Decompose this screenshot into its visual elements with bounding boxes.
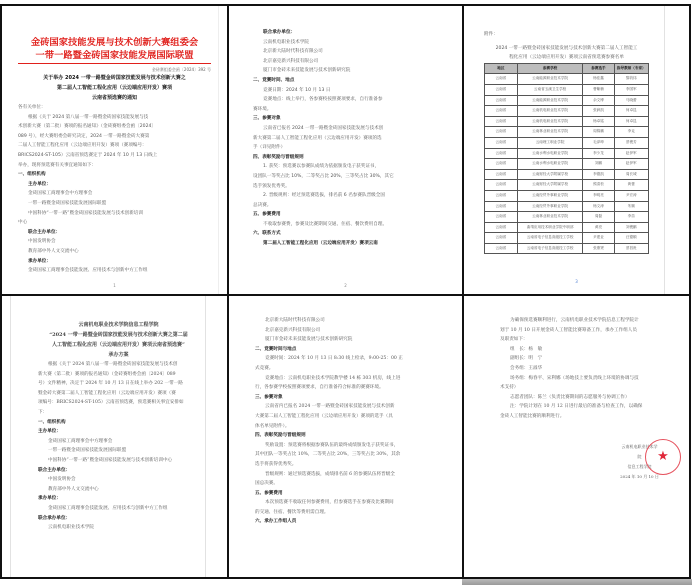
table-cell: 余文博 (583, 95, 614, 106)
page-number: 1 (113, 283, 116, 288)
table-cell: 云南省 (485, 190, 518, 201)
participant-table (484, 63, 649, 255)
award-line: 1. 获奖：预选赛以参赛队成绩为依据颁发电子获奖证书， (263, 164, 380, 170)
intro-line: 划于 10 月 10 日开展金砖人工智能比赛筹备工作，承办工作组人员 (500, 327, 637, 333)
table-cell: 李克 (614, 127, 648, 138)
organizer-label: 主办单位： (28, 181, 51, 187)
plan-title-4: 承办方案 (108, 352, 129, 358)
staff-line: 会务组：王溢华 (510, 365, 543, 371)
signature-date: 2024 年 10 月 10 日 (620, 473, 659, 479)
award-line: 奖励设置：预选赛将根据参赛队伍的最终成绩颁发电子获奖证书， (265, 442, 399, 448)
organizer: 一带一路暨金砖国家技能发展国际联盟 (48, 448, 127, 454)
time-line: 竞赛时间：2024 年 10 月 13 日 8:30 线上检录，9:00-25：00 正 (265, 356, 403, 362)
table-cell: 李国军 (614, 84, 648, 95)
table-cell: 汪德顺 (614, 233, 648, 244)
page-number: 2 (344, 283, 347, 288)
table-cell: 云南财经大学附属学校 (517, 169, 583, 180)
co-organizer-label: 联合主办单位： (38, 467, 71, 473)
co-host: 厦门市金砖未来技能发展与技术创新研究院 (263, 68, 351, 74)
col-header: 地区 (485, 63, 518, 74)
table-row (485, 180, 649, 191)
notice-title-3: 云南省预选赛的通知 (91, 95, 137, 101)
intro-line: 为确保预选赛顺利进行，云南机电职业技术学院信息工程学院计 (510, 318, 639, 323)
table-row (485, 127, 649, 138)
contest-date: 竞赛日期：2024 年 10 月 13 日 (263, 87, 331, 93)
table-cell: 李少龙 (583, 148, 614, 159)
table-cell: 熊清松 (583, 180, 614, 191)
host-label: 承办单位： (28, 258, 51, 264)
table-cell: 云南省电子信息高级技工学校 (517, 233, 583, 244)
award-line: 设团队一等奖占比 10%，二等奖占比 20%，三等奖占比 30%，其它 (253, 173, 394, 179)
table-cell: 黄亮 (583, 222, 614, 233)
target-line: 手（详见附件） (253, 145, 286, 151)
table-cell: 云南林业职业技术学院 (517, 127, 583, 138)
table-cell: 赵伊军 (614, 159, 648, 170)
signature-dept: 信息工程学院 (627, 463, 652, 469)
co-host: 云南机电职业技术学院 (263, 39, 309, 45)
table-row (485, 233, 649, 244)
table-cell: 云南财经大学附属学校 (517, 180, 583, 191)
table-cell: 尹宏涛 (614, 190, 648, 201)
award-line: 2. 晋级规则：经过预选赛选拔，排名前 6 名参赛队晋级全国 (263, 193, 385, 199)
table-title-2: 程化应用（云边端应用开发）赛项云南省预选赛参赛名单 (509, 55, 624, 61)
plan-title-3: 人工智能工程化应用（云边端应用开发）赛项云南省预选赛” (52, 342, 185, 348)
table-cell: 李苗 (614, 212, 648, 223)
table-cell: 蔡俊芳 (614, 137, 648, 148)
target-line: 云南省已报名 2024 一带一路暨金砖国家技能发展与技术创 (263, 125, 384, 131)
plan-title-2: “2024 一带一路暨金砖国家技能发展与技术创新大赛之第二届 (49, 332, 188, 338)
table-cell: 云南能源职业技术学院 (517, 74, 583, 85)
page-2-notice[interactable] (229, 6, 464, 296)
table-row (485, 190, 649, 201)
fee-line: 不收取参赛费，参赛及比赛期间交通、住宿、餐饮费用自理。 (263, 221, 388, 227)
table-cell: 云南省 (485, 84, 518, 95)
section-heading: 二、竞赛时间与地点 (255, 346, 297, 352)
page-5-plan[interactable] (229, 296, 464, 577)
table-body (485, 74, 649, 254)
award-line: 选手将获得优秀奖。 (255, 461, 297, 467)
table-cell: 云南能源职业技术学院 (517, 95, 583, 106)
table-row (485, 74, 649, 85)
table-cell: 云南省 (485, 180, 518, 191)
host-label: 承办单位： (38, 496, 61, 502)
body-line: 089 号），经大赛组委会研究决定，2024 一带一路暨金砖大赛第 (18, 133, 150, 139)
co-host-label: 联合承办单位： (38, 515, 71, 521)
fee-line: 的交通、住宿、餐饮等费用需自理。 (255, 509, 329, 515)
table-cell: 李德凯 (583, 169, 614, 180)
table-cell: 李明亮 (583, 190, 614, 201)
table-cell: 云南省 (485, 137, 518, 148)
table-row (485, 84, 649, 95)
table-cell: 云南水利水电职业学院 (517, 148, 583, 159)
table-cell: 周磊 (583, 212, 614, 223)
red-divider (18, 63, 211, 64)
co-host-label: 联合承办单位： (263, 30, 296, 35)
table-cell: 马晓蕾 (614, 95, 648, 106)
notice-title-1: 关于举办 2024 一带一路暨金砖国家技能发展与技术创新大赛之 (43, 75, 186, 81)
staff-line: 术支持） (500, 385, 519, 391)
intro-line: 及职责如下： (500, 337, 528, 343)
table-cell: 张润凯 (583, 106, 614, 117)
table-cell: 云南省 (485, 243, 518, 254)
page-6-plan[interactable] (464, 296, 689, 577)
attachment-label: 附件： (484, 32, 498, 37)
target-line: 云南省内已报名 2024 一带一路暨金砖国家技能发展与技术创新 (265, 404, 395, 410)
table-cell: 云南省 (485, 212, 518, 223)
body-line: 号）文件精神，决定于 2024 年 10 月 13 日在线上举办 202 一带一路 (38, 381, 183, 387)
award-line: 其中团队一等奖占比 10%，二等奖占比 20%，三等奖占比 30%，其余 (255, 452, 401, 458)
table-cell: 云南省 (485, 95, 518, 106)
table-cell: 云南水利水电职业学院 (517, 159, 583, 170)
signature-block (500, 430, 669, 490)
target-line: 大赛第二届人工智能工程化应用（云边端应用开发）赛项的选手（具 (255, 413, 393, 419)
table-title-1: 2024 一带一路暨金砖国家技能发展与技术创新大赛第二届人工智能工 (495, 45, 638, 51)
organizer-label: 主办单位： (38, 429, 61, 435)
table-cell: 云南省 (485, 148, 518, 159)
signature-org: 云南机电职业技术学院 (621, 443, 658, 459)
staff-line: 金砖人工智能比赛的顺利进行。 (500, 413, 565, 419)
table-row (485, 212, 649, 223)
table-cell: 云南机电职业技术学院 (517, 106, 583, 117)
organizer: 金砖国家工商理事会中方理事会 (48, 438, 113, 444)
table-cell: 云南机电职业技术学院 (517, 116, 583, 127)
contest-place: 赛环境。 (253, 106, 272, 112)
organizer: 一带一路暨金砖国家技能发展国际联盟 (28, 200, 107, 206)
col-header: 指导教师（专家） (614, 63, 648, 74)
table-cell: 朱顺 (614, 201, 648, 212)
table-cell: 何卓昆 (614, 106, 648, 117)
page-number: 3 (575, 279, 578, 284)
staff-line: 组 长：杨 敏 (510, 346, 543, 352)
section-heading: 一、组织机构 (18, 172, 46, 178)
body-line: 举办，现将预选赛有关事宜通知如下： (18, 162, 97, 168)
table-cell: 何卓昆 (614, 116, 648, 127)
co-organizer: 中国发明协会 (48, 477, 76, 483)
table-cell: 杨卓铭 (583, 116, 614, 127)
table-cell: 周长城 (614, 169, 648, 180)
host: 金砖国家工商理事会技能发展、应用技术与创新中方工作组 (28, 268, 148, 274)
table-cell: 云南省玉溪卫生学校 (517, 84, 583, 95)
co-host: 厦门市金砖未来技能发展与技术创新研究院 (265, 337, 353, 343)
page-3-attachment[interactable] (464, 6, 689, 296)
section-heading: 六、承办工作组人员 (255, 519, 297, 525)
contest-place: 竞赛地点：线上举行，各参赛校按照赛项要求，自行准备参 (263, 97, 383, 103)
table-cell: 云南林业职业技术学院 (517, 212, 583, 223)
table-cell: 曹紫楠 (583, 84, 614, 95)
table-row (485, 222, 649, 233)
body-line: 项编号：BRICS2024-ST-105）云南省预选赛，预选赛相关事宜安排如 (38, 400, 184, 406)
staff-line: 注：学院计划在 10 月 12 日进行最后的准备与检查工作，以确保 (510, 404, 643, 410)
table-cell: 蔡昌贵 (614, 243, 648, 254)
section-heading: 五、参赛费用 (253, 212, 281, 218)
table-cell: 云南经贸外事职业学院 (517, 190, 583, 201)
section-heading: 六、联系方式 (253, 231, 281, 237)
target-line: 新大赛第二届人工智能工程化应用（云边端应用开发）赛项的选 (253, 135, 382, 141)
organizer: 中国科协“一带一路”暨金砖国家技能发展与技术创新培训中心 (48, 457, 173, 463)
staff-line: 场务组：梅春平、宋利娜（场地技上要负责线上环境的协调与技 (510, 375, 639, 381)
document-number: 金砖赛组委会函〔2024〕392 号 (151, 67, 211, 72)
time-line: 式竞赛。 (255, 365, 274, 371)
fee-line: 本次预选赛不收取任何参赛费用，但参赛选手在参赛及比赛期间 (265, 500, 394, 506)
table-cell: 刘俊鹏 (614, 222, 648, 233)
organizer: 中心 (18, 220, 28, 226)
award-line: 晋级规则：通过预选赛选拔，成绩排名前 6 的参赛队伍将晋级全 (265, 471, 395, 477)
table-cell: 杨佳鑫 (583, 74, 614, 85)
table-cell: 张康贤 (583, 243, 614, 254)
table-cell: 云南省 (485, 106, 518, 117)
body-line: 新大赛（第二批）赛项的报名通知》（金砖赛组委会函〔2024〕089 (38, 371, 176, 377)
section-heading: 一、组织机构 (38, 419, 66, 425)
co-organizer-label: 联合主办单位： (28, 229, 61, 235)
table-row (485, 148, 649, 159)
contact-title: 第二届人工智能工程化应用（云边端应用开发）赛项云南 (263, 241, 378, 247)
table-cell: 曲靖应用技术职业学院中职部 (517, 222, 583, 233)
issuer-header-2: 一带一路暨金砖国家技能发展国际联盟 (35, 50, 194, 61)
table-cell: 云南省电子信息高级技工学校 (517, 243, 583, 254)
body-line: 根据《关于 2024 第八届一带一路暨金砖国家技能发展与技 (28, 114, 149, 120)
co-host: 北京新大陆时代科技有限公司 (263, 49, 323, 55)
host: 金砖国家工商理事会技能发展、应用技术与创新中方工作组 (48, 505, 168, 511)
section-heading: 三、参赛对象 (255, 394, 283, 400)
official-stamp-icon: ★ (645, 439, 681, 475)
table-cell: 杨文涛 (583, 201, 614, 212)
table-cell: 刘鹏 (583, 159, 614, 170)
table-cell: 云南省 (485, 233, 518, 244)
section-heading: 二、竞赛时间、地点 (253, 77, 295, 83)
co-host: 北京新大陆时代科技有限公司 (265, 318, 325, 323)
notice-title-2: 第二届人工智能工程化应用（云边端应用开发）赛项 (56, 85, 172, 91)
table-cell: 云南省 (485, 159, 518, 170)
section-heading: 五、参赛费用 (255, 490, 283, 496)
table-row (485, 95, 649, 106)
document-page-grid (0, 4, 691, 579)
award-line: 总决赛。 (253, 202, 272, 208)
co-host: 北京嘉克新兴科技有限公司 (265, 327, 321, 333)
table-cell: 云南省 (485, 74, 518, 85)
table-cell: 尹建业 (583, 233, 614, 244)
section-heading: 四、表彰奖励与晋级规则 (253, 154, 304, 160)
taskbar-fragment (462, 579, 692, 585)
table-row (485, 243, 649, 254)
table-row (485, 201, 649, 212)
table-cell: 云南经贸外事职业学院 (517, 201, 583, 212)
table-cell: 云南省 (485, 127, 518, 138)
page-1-notice[interactable] (2, 6, 229, 296)
salutation: 各有关单位： (18, 105, 46, 110)
table-cell: 云南省 (485, 169, 518, 180)
plan-title-1: 云南机电职业技术学院信息工程学院 (78, 322, 159, 328)
page-4-plan[interactable] (2, 296, 229, 577)
body-line: 二届人工智能工程化应用（云边端应用开发）赛项（赛项编号： (18, 143, 147, 149)
table-row (485, 137, 649, 148)
staff-line: 副组长：明 宁 (510, 356, 543, 362)
table-cell: 毛泽坤 (583, 137, 614, 148)
staff-line: 志愿者团队：陈兰（负责比赛期间的志愿服务与协调工作） (510, 394, 630, 400)
body-line: BRICS2024-ST-105）云南省预选赛定于 2024 年 10 月 13 日线上 (18, 152, 158, 158)
section-heading: 三、参赛对象 (253, 116, 281, 122)
co-host: 云南机电职业技术学院 (48, 525, 94, 531)
co-organizer: 教育部中外人文交流中心 (48, 486, 99, 492)
table-row (485, 116, 649, 127)
table-cell: 黄蕾 (614, 180, 648, 191)
col-header: 参赛学校 (517, 63, 583, 74)
table-row (485, 169, 649, 180)
place-line: 竞赛地点：云南机电职业技术学院教学楼 14 栋 303 机房，线上进 (265, 375, 401, 381)
body-line: 根据《关于 2024 第八届一带一路暨金砖国家技能发展与技术创 (48, 362, 178, 367)
co-organizer: 教育部中外人文交流中心 (28, 248, 79, 254)
body-line: 暨金砖大赛第二届人工智能工程化应用（云边端应用开发）赛项（赛 (38, 390, 176, 396)
table-row (485, 106, 649, 117)
award-line: 国总决赛。 (255, 481, 278, 487)
body-line: 术创新大赛（第二批）赛项的报名通知》（金砖赛组委会函〔2024〕 (18, 124, 157, 130)
place-line: 行，各参赛学校按照赛项要求，自行准备符合标准的赛赛环境。 (255, 385, 384, 391)
body-line: 下： (38, 409, 48, 415)
table-cell: 云南省 (485, 201, 518, 212)
organizer: 金砖国家工商理事会中方理事会 (28, 191, 93, 197)
table-cell: 黎钧纬 (614, 74, 648, 85)
co-host: 北京嘉克新兴科技有限公司 (263, 58, 319, 64)
col-header: 参赛选手 (583, 63, 614, 74)
table-cell: 云南理工职业学院 (517, 137, 583, 148)
table-cell: 周锦鹏 (583, 127, 614, 138)
target-line: 体名单见附件）。 (255, 423, 290, 429)
table-cell: 云南省 (485, 116, 518, 127)
table-cell: 赵伊军 (614, 148, 648, 159)
table-row (485, 159, 649, 170)
organizer: 中国科协“一带一路”暨金砖国家技能发展与技术创新培训 (28, 210, 144, 216)
table-cell: 云南省 (485, 222, 518, 233)
award-line: 选手颁发优秀奖。 (253, 183, 290, 189)
issuer-header-1: 金砖国家技能发展与技术创新大赛组委会 (30, 37, 199, 48)
section-heading: 四、表彰奖励与晋级规则 (255, 433, 306, 439)
co-organizer: 中国发明协会 (28, 239, 56, 245)
